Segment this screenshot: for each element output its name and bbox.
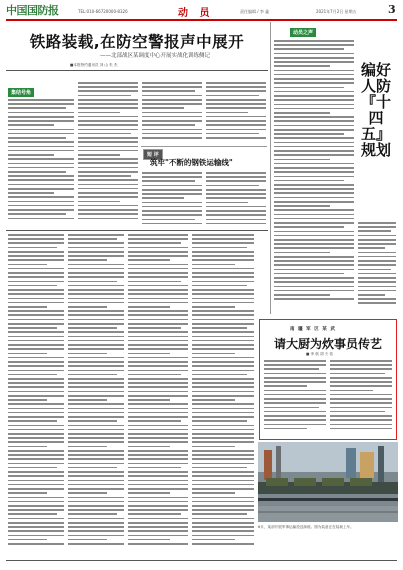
section-title: 动 员	[178, 8, 214, 19]
masthead-meta: TEL:010-66720000-8326	[78, 9, 128, 14]
highlight-column-1	[264, 360, 326, 436]
text-column-4	[206, 82, 266, 142]
right-kicker: 动员之声	[290, 28, 316, 37]
body-column-4	[192, 234, 254, 556]
mid-box-column-2	[206, 172, 266, 228]
text-column-2	[78, 82, 138, 228]
mid-box-headline: 筑牢"不断的钢铁运输线"	[150, 158, 233, 167]
highlight-column-2	[330, 360, 392, 436]
vertical-title: 编好人防『十四五』规划	[360, 61, 391, 159]
body-column-1	[8, 234, 64, 556]
section-rule	[6, 230, 268, 231]
body-column-3	[128, 234, 188, 556]
headline-rule	[6, 70, 268, 71]
text-column-3	[142, 82, 202, 142]
mid-box-column-1	[142, 172, 202, 228]
editor-line: 责任编辑 / 李 鑫	[240, 9, 270, 14]
photo-caption: 6月，某部开展军事运输投送演练。图为装备正在装载上车。	[258, 525, 354, 529]
main-headline: 铁路装载,在防空警报声中展开	[29, 33, 245, 51]
footer-rule	[6, 560, 397, 561]
masthead	[0, 0, 403, 20]
issue-date: 2021年7月2日 星期五	[316, 9, 357, 14]
masthead-rule	[6, 19, 397, 21]
newspaper-logo: 中国国防报	[6, 4, 59, 17]
body-column-2	[68, 234, 124, 556]
photo-caption-block	[258, 525, 398, 530]
news-photo	[258, 442, 398, 522]
right-column-tail	[358, 222, 396, 312]
page-number: 3	[388, 3, 396, 16]
main-byline: ■本报特约通讯员 刘 山 朱 杰	[70, 63, 118, 67]
main-subhead: ——北部战区某调度中心开展实战化训练侧记	[99, 53, 210, 59]
right-column-text	[274, 40, 354, 312]
mid-box-rule	[141, 146, 267, 147]
highlight-byline: ■ 李 航 胡 天 佑	[306, 352, 334, 356]
highlighted-article[interactable]	[259, 319, 397, 440]
mid-box-kicker: 短 评	[143, 149, 163, 160]
left-kicker: 集结号角	[8, 88, 34, 97]
text-column-1	[8, 99, 74, 227]
highlight-kicker: 南 疆 军 区 某 武	[290, 327, 336, 332]
photo-illustration	[258, 442, 398, 522]
highlight-title[interactable]: 请大厨为炊事员传艺	[274, 337, 383, 351]
right-column-divider	[270, 22, 271, 314]
